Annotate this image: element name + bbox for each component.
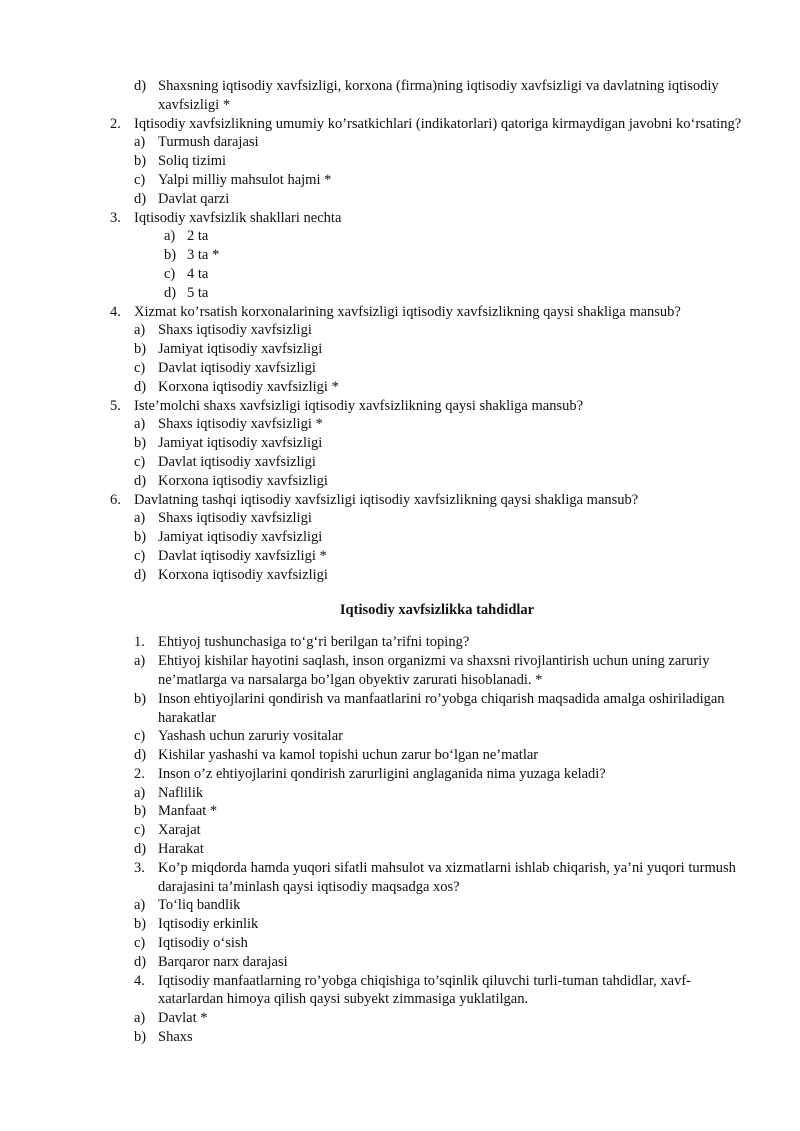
question-text: Ehtiyoj tushunchasiga to‘g‘ri berilgan ta’rifni toping? — [158, 634, 470, 651]
question-text: Davlatning tashqi iqtisodiy xavfsizligi iqtisodiy xavfsizlikning qaysi shakliga mansub? — [134, 491, 639, 508]
option-item — [110, 821, 750, 840]
option-text: Jamiyat iqtisodiy xavfsizligi — [158, 529, 323, 546]
option-text: Shaxs iqtisodiy xavfsizligi — [158, 510, 312, 527]
option-item — [110, 434, 750, 453]
option-text: Davlat * — [158, 1010, 208, 1027]
option-item — [110, 133, 750, 152]
document-content — [110, 77, 750, 1047]
option-text: Shaxs iqtisodiy xavfsizligi * — [158, 416, 323, 433]
option-item — [110, 784, 750, 803]
option-label: b) — [134, 1029, 147, 1046]
option-text: Davlat iqtisodiy xavfsizligi — [158, 453, 316, 470]
option-item — [110, 840, 750, 859]
option-item — [110, 915, 750, 934]
option-text: 2 ta — [187, 228, 209, 245]
question-text: Iqtisodiy xavfsizlik shakllari nechta — [134, 209, 342, 226]
option-label: a) — [134, 653, 146, 670]
option-label: a) — [134, 1010, 146, 1027]
option-item — [110, 359, 750, 378]
option-label: d) — [134, 190, 147, 207]
question-number: 3. — [110, 209, 121, 226]
option-item — [110, 453, 750, 472]
option-text: Davlat iqtisodiy xavfsizligi — [158, 359, 316, 376]
option-label: a) — [134, 322, 146, 339]
question-number: 4. — [110, 303, 121, 320]
option-label: b) — [134, 803, 147, 820]
option-text: Iqtisodiy o‘sish — [158, 935, 248, 952]
option-label: a) — [134, 416, 146, 433]
question-number: 1. — [134, 634, 145, 651]
question-item — [110, 972, 750, 1010]
question-number: 4. — [134, 972, 145, 989]
option-text: Harakat — [158, 841, 204, 858]
option-item — [110, 190, 750, 209]
option-label: c) — [134, 547, 146, 564]
option-label: d) — [134, 953, 147, 970]
option-item — [110, 566, 750, 585]
option-item — [110, 1009, 750, 1028]
question-text: Iqtisodiy manfaatlarning ro’yobga chiqishiga to’sqinlik qiluvchi turli-tuman tahdidlar, xavf-xatarlardan himoya qilish qaysi subyekt zimmasiga yuklatilgan. — [158, 972, 691, 1008]
option-text: Yashash uchun zaruriy vositalar — [158, 728, 343, 745]
option-text: Manfaat * — [158, 803, 218, 820]
option-label: d) — [134, 566, 147, 583]
option-label: b) — [134, 529, 147, 546]
option-text: Jamiyat iqtisodiy xavfsizligi — [158, 341, 323, 358]
question-number: 2. — [134, 765, 145, 782]
option-item — [110, 652, 750, 690]
option-text: Korxona iqtisodiy xavfsizligi — [158, 472, 328, 489]
question-number: 5. — [110, 397, 121, 414]
option-item — [110, 340, 750, 359]
option-text: Shaxs iqtisodiy xavfsizligi — [158, 322, 312, 339]
option-text: Shaxs — [158, 1029, 193, 1046]
option-text: Barqaror narx darajasi — [158, 953, 288, 970]
option-item — [110, 284, 750, 303]
option-label: b) — [134, 690, 147, 707]
question-item — [110, 491, 750, 510]
option-text: 5 ta — [187, 284, 209, 301]
option-label: c) — [134, 728, 146, 745]
option-label: c) — [134, 822, 146, 839]
option-text: Kishilar yashashi va kamol topishi uchun zarur bo‘lgan ne’matlar — [158, 747, 539, 764]
option-text: Inson ehtiyojlarini qondirish va manfaatlarini ro’yobga chiqarish maqsadida amalga oshiriladigan harakatlar — [158, 690, 725, 726]
option-label: a) — [134, 897, 146, 914]
question-number: 6. — [110, 491, 121, 508]
question-number: 2. — [110, 115, 121, 132]
option-label: a) — [134, 510, 146, 527]
option-item — [110, 690, 750, 728]
option-text: Shaxsning iqtisodiy xavfsizligi, korxona (firma)ning iqtisodiy xavfsizligi va davlatning iqtisodiy xavfsizligi * — [158, 78, 719, 113]
option-item — [110, 227, 750, 246]
option-label: a) — [164, 228, 176, 245]
question-item — [110, 859, 750, 897]
option-text: Davlat iqtisodiy xavfsizligi * — [158, 547, 327, 564]
option-label: a) — [134, 134, 146, 151]
option-text: Soliq tizimi — [158, 153, 227, 170]
option-label: d) — [164, 284, 177, 301]
question-text: Inson o’z ehtiyojlarini qondirish zarurligini anglaganida nima yuzaga keladi? — [158, 765, 606, 782]
option-label: d) — [134, 472, 147, 489]
option-item — [110, 509, 750, 528]
option-text: Yalpi milliy mahsulot hajmi * — [158, 171, 332, 188]
question-text: Iqtisodiy xavfsizlikning umumiy ko’rsatkichlari (indikatorlari) qatoriga kirmaydigan javobni ko‘rsating? — [134, 115, 742, 132]
question-item — [110, 633, 750, 652]
option-item — [110, 896, 750, 915]
option-text: 3 ta * — [187, 247, 220, 264]
option-item — [110, 802, 750, 821]
option-item — [110, 934, 750, 953]
option-text: Korxona iqtisodiy xavfsizligi — [158, 566, 328, 583]
question-number: 3. — [134, 859, 145, 876]
option-text: Xarajat — [158, 822, 201, 839]
option-label: b) — [134, 916, 147, 933]
option-label: d) — [134, 747, 147, 764]
option-item — [110, 528, 750, 547]
question-text: Ko’p miqdorda hamda yuqori sifatli mahsulot va xizmatlarni ishlab chiqarish, ya’ni yuqori turmush darajasini ta’minlash qaysi iqtisodiy maqsadga xos? — [158, 859, 736, 895]
option-text: Davlat qarzi — [158, 190, 230, 207]
option-item — [110, 1028, 750, 1047]
option-item — [110, 321, 750, 340]
option-label: a) — [134, 784, 146, 801]
option-label: d) — [134, 78, 147, 94]
question-text: Xizmat ko’rsatish korxonalarining xavfsizligi iqtisodiy xavfsizlikning qaysi shakliga mansub? — [134, 303, 681, 320]
option-text: Naflilik — [158, 784, 204, 801]
option-item — [110, 265, 750, 284]
option-label: d) — [134, 378, 147, 395]
option-text: Jamiyat iqtisodiy xavfsizligi — [158, 435, 323, 452]
option-item — [110, 727, 750, 746]
option-item — [110, 547, 750, 566]
option-label: b) — [164, 247, 177, 264]
option-label: c) — [134, 935, 146, 952]
question-item — [110, 115, 750, 134]
option-label: c) — [134, 453, 146, 470]
question-text: Iste’molchi shaxs xavfsizligi iqtisodiy xavfsizlikning qaysi shakliga mansub? — [134, 397, 584, 414]
question-item — [110, 209, 750, 228]
option-text: Turmush darajasi — [158, 134, 259, 151]
option-item — [110, 746, 750, 765]
section-heading: Iqtisodiy xavfsizlikka tahdidlar — [339, 601, 535, 618]
option-item — [110, 378, 750, 397]
option-item — [110, 171, 750, 190]
question-item — [110, 397, 750, 416]
option-item — [110, 246, 750, 265]
option-item — [110, 415, 750, 434]
option-item — [110, 953, 750, 972]
option-text: Korxona iqtisodiy xavfsizligi * — [158, 378, 339, 395]
option-text: 4 ta — [187, 265, 209, 282]
question-item — [110, 303, 750, 322]
question-item — [110, 765, 750, 784]
option-text: Ehtiyoj kishilar hayotini saqlash, inson organizmi va shaxsni rivojlantirish uchun uning zaruriy ne’matlarga va narsalarga bo’lgan obyektiv zarurati hisoblanadi. * — [158, 653, 710, 688]
option-label: d) — [134, 841, 147, 858]
option-label: c) — [134, 359, 146, 376]
option-label: b) — [134, 341, 147, 358]
option-item — [110, 152, 750, 171]
option-label: b) — [134, 435, 147, 452]
option-label: c) — [164, 265, 176, 282]
option-text: To‘liq bandlik — [158, 897, 241, 914]
option-label: b) — [134, 153, 147, 170]
option-text: Iqtisodiy erkinlik — [158, 916, 259, 933]
option-label: c) — [134, 171, 146, 188]
option-item — [110, 472, 750, 491]
option-item — [110, 77, 750, 115]
